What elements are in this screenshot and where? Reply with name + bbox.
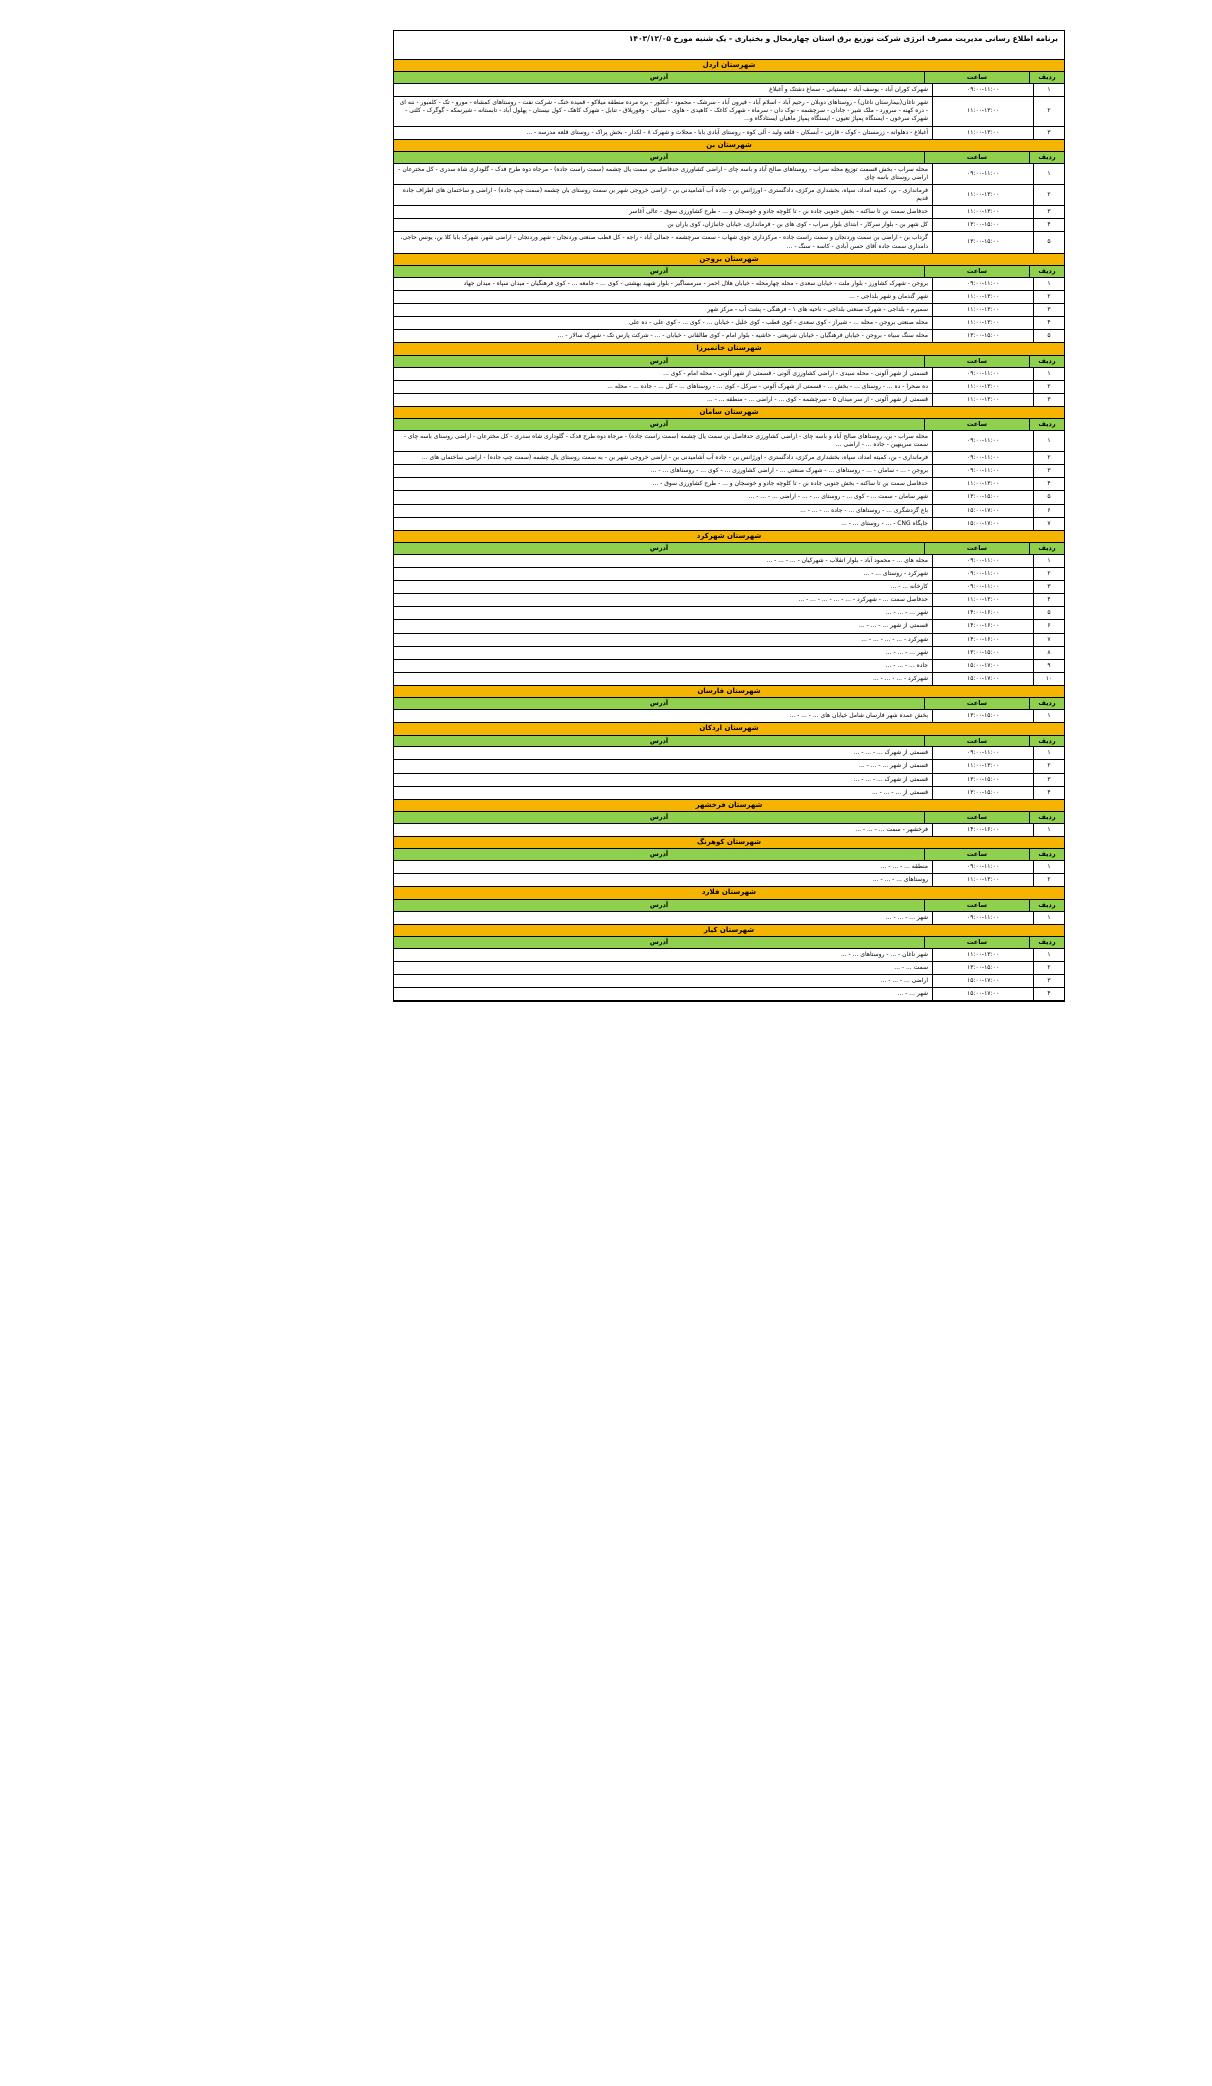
row-time: ۱۵:۰۰-۱۷:۰۰ [932,975,1033,987]
row-address: شهر سامان - سمت ... - کوی ... - روستای ... - ... - اراضی ... - ... - ... [748,493,928,501]
column-header-time: ساعت [924,698,1029,709]
row-index: ۲ [1033,760,1064,772]
column-header-time: ساعت [924,419,1029,430]
table-row [394,518,1064,531]
row-time: ۰۹:۰۰-۱۱:۰۰ [932,278,1033,290]
column-header-time: ساعت [924,152,1029,163]
table-row [394,304,1064,317]
row-time: ۰۹:۰۰-۱۱:۰۰ [932,465,1033,477]
row-index: ۳ [1033,206,1064,218]
column-header-index: ردیف [1029,152,1064,163]
row-address: شهر ... - ... - ... [885,913,928,921]
row-time: ۰۹:۰۰-۱۱:۰۰ [932,555,1033,567]
column-header-time: ساعت [924,849,1029,860]
row-address: شهر ... - ... [897,990,928,998]
column-header-index: ردیف [1029,937,1064,948]
section-title: شهرستان کیار [394,925,1064,937]
section-title: شهرستان کوهرنگ [394,837,1064,849]
row-time: ۱۳:۰۰-۱۵:۰۰ [932,787,1033,799]
table-row [394,505,1064,518]
row-address: جایگاه CNG - ... - روستای ... - ... [841,519,928,527]
row-time: ۱۱:۰۰-۱۳:۰۰ [932,291,1033,303]
row-address: قسمتی از شهر آلونی - محله سیدی - اراضی کشاورزی آلونی - قسمتی از شهر آلونی - محله امام - کوی ... [663,369,928,377]
table-row [394,824,1064,837]
table-row [394,975,1064,988]
column-header-row [394,543,1064,555]
row-index: ۱ [1033,555,1064,567]
table-row [394,861,1064,874]
row-index: ۳ [1033,465,1064,477]
row-index: ۳ [1033,304,1064,316]
row-address: محله صنعتی بروجن - محله ... - شیراز - کوی سعدی - کوی قطب - کوی خلیل - خیابان ... - کوی ... - کوی علی - ده علی [628,319,928,327]
row-address: جاده ... - ... - ... [885,661,928,669]
row-address: شهرکرد - ... - ... - ... [872,674,928,682]
row-index: ۲ [1033,185,1064,205]
row-time: ۱۴:۰۰-۱۶:۰۰ [932,824,1033,836]
table-row [394,620,1064,633]
row-index: ۱ [1033,710,1064,722]
row-time: ۰۹:۰۰-۱۱:۰۰ [932,581,1033,593]
column-header-row [394,812,1064,824]
column-header-time: ساعت [924,356,1029,367]
row-address: گرداب بن - اراضی بن سمت وردنجان و سمت راست جاده - مرکزداری جوی شهاب - سمت سرچشمه - جمالی آباد - راجه - کل قطب صنعتی وردنجان - شهر وردنجان - اراضی شهر، شهرک بابا کلا بن، یونس حاجی، دامداری سمت جاده آقای حسن آبادی - کاسه - سنگ - ... [400,234,928,250]
table-row [394,647,1064,660]
row-address: محله سنگ سیاه - بروجن - خیابان فرهنگیان - خیابان شریعتی - حاشیه - بلوار امام - کوی طالقانی - خیابان - ... - شرکت پارس تک - شهرک سالار - ... [557,332,928,340]
row-time: ۱۱:۰۰-۱۳:۰۰ [932,206,1033,218]
table-row [394,594,1064,607]
row-address: شهر ناغان - ... - روستاهای ... - ... [840,950,928,958]
row-address: شهر ... - ... - ... [885,648,928,656]
row-address: محله سراب - بخش قسمت توزیع محله سراب - روستاهای صالح آباد و باسه چای - اراضی کشاورزی حدفاصل بن سمت یال چشمه (سمت راست جاده) - مرجاه دوه طرح فدک - گلوداری شاه سدری - کل مخترعان - اراضی روستای باسه چای [398,165,928,181]
row-index: ۱ [1033,278,1064,290]
row-index: ۴ [1033,317,1064,329]
column-header-address: آدرس [649,900,669,909]
row-index: ۲ [1033,874,1064,886]
row-time: ۱۱:۰۰-۱۳:۰۰ [932,394,1033,406]
table-row [394,278,1064,291]
row-index: ۳ [1033,581,1064,593]
row-index: ۴ [1033,988,1064,1000]
column-header-row [394,72,1064,84]
row-address: قسمتی از شهرک ... - ... - ... [853,749,928,757]
column-header-index: ردیف [1029,736,1064,747]
table-row [394,491,1064,504]
row-time: ۱۱:۰۰-۱۳:۰۰ [932,594,1033,606]
table-row [394,949,1064,962]
row-address: قسمتی از شهر ... - ... - ... [858,762,928,770]
row-time: ۱۱:۰۰-۱۳:۰۰ [932,874,1033,886]
section-title: شهرستان فارسان [394,686,1064,698]
row-address: بخش عمده شهر فارسان شامل خیابان های ... - ... - ... [789,712,928,720]
column-header-index: ردیف [1029,900,1064,911]
row-index: ۴ [1033,478,1064,490]
row-index: ۳ [1033,975,1064,987]
row-time: ۱۵:۰۰-۱۷:۰۰ [932,988,1033,1000]
row-index: ۴ [1033,219,1064,231]
column-header-index: ردیف [1029,698,1064,709]
row-index: ۱ [1033,84,1064,96]
row-index: ۳ [1033,774,1064,786]
table-row [394,607,1064,620]
table-row [394,381,1064,394]
column-header-address: آدرس [649,356,669,365]
row-time: ۰۹:۰۰-۱۱:۰۰ [932,568,1033,580]
row-time: ۱۳:۰۰-۱۵:۰۰ [932,491,1033,503]
row-time: ۰۹:۰۰-۱۱:۰۰ [932,912,1033,924]
table-row [394,232,1064,253]
row-time: ۰۹:۰۰-۱۱:۰۰ [932,747,1033,759]
section-title: شهرستان خانمیرزا [394,343,1064,355]
row-time: ۱۵:۰۰-۱۷:۰۰ [932,673,1033,685]
column-header-time: ساعت [924,266,1029,277]
column-header-row [394,356,1064,368]
row-index: ۴ [1033,787,1064,799]
column-header-index: ردیف [1029,419,1064,430]
row-index: ۴ [1033,594,1064,606]
table-row [394,710,1064,723]
row-time: ۰۹:۰۰-۱۱:۰۰ [932,368,1033,380]
table-row [394,206,1064,219]
row-index: ۱ [1033,368,1064,380]
column-header-row [394,152,1064,164]
row-time: ۱۵:۰۰-۱۷:۰۰ [932,660,1033,672]
row-time: ۰۹:۰۰-۱۱:۰۰ [932,452,1033,464]
row-time: ۱۱:۰۰-۱۳:۰۰ [932,381,1033,393]
row-address: شهر ... - ... - ... [885,609,928,617]
table-row [394,127,1064,140]
row-address: سمیرم - بلداجی - شهرک صنعتی بلداجی - ناحیه های ۱ - فرهنگی - پشت آب - مرکز شهر [707,306,928,314]
row-index: ۵ [1033,232,1064,252]
row-address: شهر گندمان و شهر بلداجی - ... [849,292,928,300]
row-address: قسمتی از ... - ... - ... [871,788,928,796]
row-address: محله سراب - بن، روستاهای صالح آباد و باسه چای - اراضی کشاورزی حدفاصل بن سمت یال چشمه (سمت راست جاده) - مرجاه دوه طرح فدک - گلوداری شاه سدری - کل مخترعان - اراضی روستای باسه چای - سمت سرپنهبن - جاده ... - اراضی ... [403,432,928,449]
row-time: ۱۱:۰۰-۱۳:۰۰ [932,760,1033,772]
row-address: قسمتی از شهر ... - ... - ... [858,622,928,630]
row-index: ۵ [1033,607,1064,619]
row-address: بروجن - ... - سامان - ... - روستاهای ... - شهرک صنعتی ... - اراضی کشاورزی ... - کوی ... - روستاهای ... - ... [650,467,928,475]
table-row [394,317,1064,330]
table-row [394,660,1064,673]
column-header-row [394,698,1064,710]
table-row [394,330,1064,343]
section-title: شهرستان سامان [394,407,1064,419]
row-index: ۶ [1033,620,1064,632]
table-row [394,219,1064,232]
row-address: حدفاصل سمت بن تا ساکنه - بخش جنوبی جاده بن - تا کلوچه جادو و خوسجان و ... - طرح کشاورزی سوق - ... [652,480,928,488]
column-header-row [394,266,1064,278]
row-address: آغبلاغ - دهلوانه - زرمستان - کوک - قارتی - آبسکان - قلعه ولید - آلی کوه - روستای آبادی بابا - محلات و شهرک ۸ - لکدار - بخش پراک - روستای قلعه مدرسه - ... [526,128,928,136]
column-header-address: آدرس [649,267,669,276]
row-time: ۱۳:۰۰-۱۵:۰۰ [932,962,1033,974]
row-time: ۱۳:۰۰-۱۵:۰۰ [932,710,1033,722]
section-title: شهرستان اردکان [394,723,1064,735]
column-header-index: ردیف [1029,543,1064,554]
column-header-index: ردیف [1029,849,1064,860]
row-address: شهرک کوران آباد - یوسف آباد - تیستیانی - سماغ دشتک و آغبلاغ [769,86,928,94]
column-header-address: آدرس [649,73,669,82]
section-title: شهرستان فرخشهر [394,800,1064,812]
row-index: ۲ [1033,291,1064,303]
row-index: ۲ [1033,568,1064,580]
row-index: ۲ [1033,97,1064,125]
row-time: ۱۵:۰۰-۱۷:۰۰ [932,518,1033,530]
column-header-index: ردیف [1029,356,1064,367]
column-header-row [394,937,1064,949]
table-row [394,97,1064,126]
table-row [394,912,1064,925]
column-header-index: ردیف [1029,812,1064,823]
table-row [394,874,1064,887]
row-time: ۱۱:۰۰-۱۳:۰۰ [932,317,1033,329]
row-address: بروجن - شهرک کشاورز - بلوار ملت - خیابان سعدی - محله چهارمحله - خیابان هلال احمر - سرمساگیر - بلوار شهید بهشتی - کوی ... - جامعه ... - کوی فرهنگیان - میدان سپاه - میدان جهاد [463,279,928,287]
row-time: ۱۴:۰۰-۱۶:۰۰ [932,607,1033,619]
table-row [394,368,1064,381]
column-header-time: ساعت [924,736,1029,747]
row-index: ۱ [1033,824,1064,836]
column-header-address: آدرس [649,153,669,162]
row-time: ۱۱:۰۰-۱۳:۰۰ [932,478,1033,490]
row-time: ۰۹:۰۰-۱۱:۰۰ [932,861,1033,873]
row-index: ۲ [1033,452,1064,464]
row-time: ۰۹:۰۰-۱۱:۰۰ [932,431,1033,451]
column-header-address: آدرس [649,544,669,553]
column-header-index: ردیف [1029,72,1064,83]
row-address: فرمانداری - بن، کمیته امداد، سپاه، بخشداری مرکزی، دادگستری - اورژانس بن - جاده آب آشامیدنی بن - اراضی خروجی شهر بن سمت روستای بان چشمه (سمت چپ جاده) - اراضی و ساختمان های اطراف جاده قدیم [402,187,928,203]
row-address: قسمتی از شهرک ... - ... - ... [853,775,928,783]
row-time: ۱۴:۰۰-۱۶:۰۰ [932,620,1033,632]
row-index: ۸ [1033,647,1064,659]
row-index: ۲ [1033,962,1064,974]
row-index: ۱ [1033,861,1064,873]
row-index: ۱ [1033,747,1064,759]
row-address: قسمتی از شهر آلونی - از سر میدان ۵ - سرچشمه - کوی ... - اراضی ... - منطقه ... - ... [706,395,928,403]
table-row [394,787,1064,800]
row-address: منطقه ... - ... - ... [880,863,928,871]
table-row [394,185,1064,206]
column-header-address: آدرس [649,813,669,822]
row-time: ۱۱:۰۰-۱۳:۰۰ [932,97,1033,125]
table-row [394,774,1064,787]
row-address: کارخانه ... - ... [890,583,928,591]
row-time: ۱۱:۰۰-۱۳:۰۰ [932,304,1033,316]
table-row [394,478,1064,491]
column-header-address: آدرس [649,938,669,947]
row-time: ۱۳:۰۰-۱۵:۰۰ [932,774,1033,786]
row-index: ۱ [1033,164,1064,184]
column-header-time: ساعت [924,900,1029,911]
row-time: ۱۱:۰۰-۱۳:۰۰ [932,949,1033,961]
section-title: شهرستان فلارد [394,887,1064,899]
row-address: شهر ناغان(بیمارستان ناغان) - روستاهای دوبلان - رحیم آباد - اسلام آباد - قیرون آباد - سرشک - محمود - آبکلور - بره مرده منطقه میلاکو - قمیده خنک - شرکت نفت - روستاهای کمشاه - مورو - تک - کلمبور - ننه ای - دره کهنه - سرورد - ملک شیر - جادان - سرچشمه - نوک دان - سرماه - شهرک کاغک - کاهیدی - هاوی - سیالی - وفوریلاق - تنابل - شهرک کاهک - کول نیستان - پهلول آباد - تابستانه - شیرنمکه - گوگرک - کلتی - شهرک سرخون - ایستگاه پمپاژ تعیون - ایستگاه پمپاژ ماهیان ایستادگاه و... [399,99,928,123]
row-time: ۱۴:۰۰-۱۶:۰۰ [932,634,1033,646]
row-index: ۶ [1033,505,1064,517]
row-address: شهرکرد - روستای ... - ... [863,570,928,578]
row-index: ۱۰ [1033,673,1064,685]
table-row [394,568,1064,581]
row-address: حدفاصل سمت ... - شهرکرد - ... - ... - ... - ... - ... [798,596,928,604]
schedule-document [393,30,1065,1002]
column-header-time: ساعت [924,543,1029,554]
row-address: باغ گردشگری ... - روستاهای ... - جاده ... - ... - ... [800,506,928,514]
section-title: شهرستان بروجن [394,254,1064,266]
row-address: حدفاصل سمت بن تا ساکنه - بخش جنوبی جاده بن - تا کلوچه جادو و خوسجان و ... - طرح کشاورزی سوق - عالی آغاسر [629,208,928,216]
row-address: ده صحرا - ده ... - روستای ... - بخش ... - قسمتی از شهرک آلونی - سرکل - کوی ... - روستاهای ... - کل ... - جاده ... - محله ... [607,382,928,390]
row-time: ۰۹:۰۰-۱۱:۰۰ [932,84,1033,96]
row-time: ۱۳:۰۰-۱۵:۰۰ [932,219,1033,231]
row-index: ۵ [1033,491,1064,503]
row-time: ۱۳:۰۰-۱۵:۰۰ [932,647,1033,659]
row-index: ۷ [1033,634,1064,646]
table-row [394,747,1064,760]
row-address: سمت ... - ... [894,964,928,972]
row-address: اراضی ... - ... - ... [880,977,928,985]
table-row [394,291,1064,304]
column-header-time: ساعت [924,72,1029,83]
table-row [394,673,1064,686]
table-row [394,465,1064,478]
row-time: ۰۹:۰۰-۱۱:۰۰ [932,164,1033,184]
row-index: ۳ [1033,127,1064,139]
header-line-1: برنامه اطلاع رسانی مدیریت مصرف انرژی شرکت توزیع برق استان چهارمحال و بختیاری - یک شنبه مورخ ۱۴۰۳/۱۲/۰۵ [628,34,1058,43]
section-title: شهرستان اردل [394,60,1064,72]
table-row [394,84,1064,97]
row-index: ۹ [1033,660,1064,672]
table-row [394,760,1064,773]
column-header-address: آدرس [649,850,669,859]
document-header [394,31,1064,60]
table-row [394,988,1064,1001]
row-address: روستاهای ... - ... - ... [872,876,928,884]
column-header-address: آدرس [649,420,669,429]
table-row [394,555,1064,568]
column-header-row [394,419,1064,431]
row-address: فرمانداری - بن، کمیته امداد، سپاه، بخشداری مرکزی، دادگستری - اورژانس بن - جاده آب آشامیدنی بن - اراضی خروجی شهر بن - به سمت روستای یال چشمه (سمت چپ جاده) - اراضی ساختمان های ... [421,454,928,462]
column-header-row [394,849,1064,861]
column-header-index: ردیف [1029,266,1064,277]
section-title: شهرستان شهرکرد [394,531,1064,543]
row-time: ۱۱:۰۰-۱۳:۰۰ [932,127,1033,139]
table-row [394,452,1064,465]
row-time: ۱۳:۰۰-۱۵:۰۰ [932,330,1033,342]
row-time: ۱۳:۰۰-۱۵:۰۰ [932,232,1033,252]
table-row [394,581,1064,594]
column-header-time: ساعت [924,937,1029,948]
column-header-address: آدرس [649,736,669,745]
table-row [394,431,1064,452]
table-row [394,394,1064,407]
row-index: ۵ [1033,330,1064,342]
table-row [394,634,1064,647]
table-row [394,164,1064,185]
row-index: ۷ [1033,518,1064,530]
column-header-time: ساعت [924,812,1029,823]
row-address: محله های ... - محمود آباد - بلوار انقلاب - شهرکیان - ... - ... - ... [766,556,928,564]
sections-container [394,60,1064,1001]
table-row [394,962,1064,975]
row-time: ۱۵:۰۰-۱۷:۰۰ [932,505,1033,517]
row-index: ۳ [1033,394,1064,406]
column-header-row [394,900,1064,912]
row-index: ۱ [1033,949,1064,961]
row-address: کل شهر بن - بلوار سرکار - ابتدای بلوار سراب - کوی های بن - فرمانداری، خیابان جانبازان، کوی یاران بن [667,221,928,229]
column-header-address: آدرس [649,699,669,708]
row-index: ۱ [1033,912,1064,924]
row-index: ۲ [1033,381,1064,393]
section-title: شهرستان بن [394,140,1064,152]
row-time: ۱۱:۰۰-۱۳:۰۰ [932,185,1033,205]
row-address: شهرکرد - ... - ... - ... - ... [861,635,928,643]
row-index: ۱ [1033,431,1064,451]
row-address: فرخشهر - سمت ... - ... - ... [855,825,928,833]
column-header-row [394,736,1064,748]
